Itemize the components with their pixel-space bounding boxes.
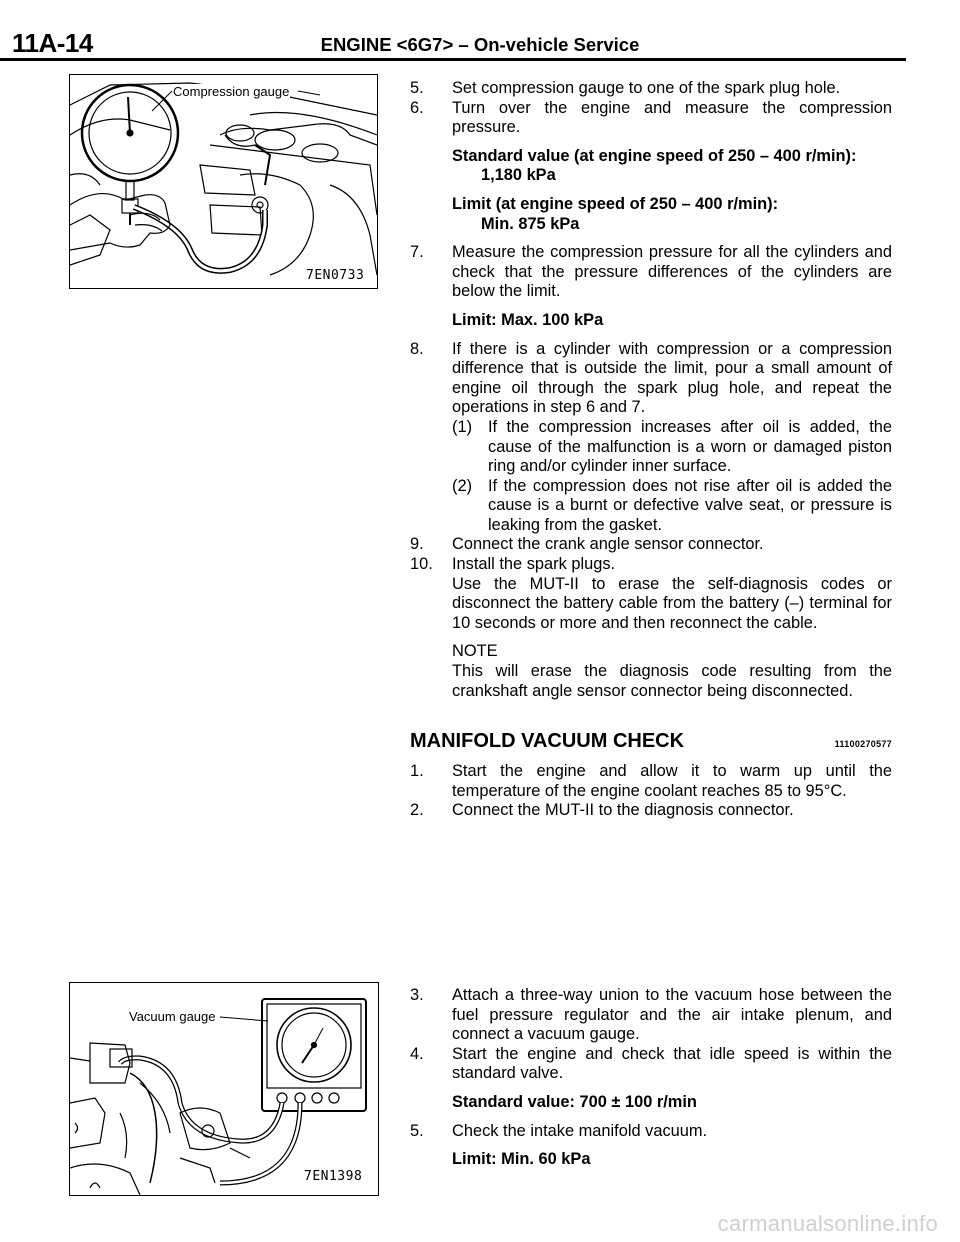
- page-header: [0, 0, 960, 70]
- header-rule: [0, 58, 906, 61]
- list-item: 7. Measure the compression pressure for all the cylinders and check that the pressure differences of the cylinders are below the limit.: [410, 243, 892, 301]
- vacuum-check-steps-b: [410, 986, 892, 1170]
- list-item: 5. Check the intake manifold vacuum.: [410, 1121, 708, 1140]
- watermark: carmanualsonline.info: [717, 1211, 938, 1236]
- note-label: NOTE: [452, 642, 498, 661]
- list-item: 2. Connect the MUT-II to the diagnosis connector.: [410, 801, 794, 820]
- compression-test-steps: [410, 79, 892, 701]
- step-detail: Use the MUT-II to erase the self-diagnosis codes or disconnect the battery cable from the battery (–) terminal for 10 seconds or more and then reconnect the cable.: [452, 574, 892, 632]
- limit-value: Limit: Min. 60 kPa: [452, 1150, 591, 1169]
- standard-value: Standard value (at engine speed of 250 – 400 r/min): 1,180 kPa: [452, 146, 857, 185]
- list-item: 5. Set compression gauge to one of the spark plug hole.: [410, 79, 841, 97]
- vacuum-check-steps-a: [410, 762, 892, 821]
- list-item: 1. Start the engine and allow it to warm up until the temperature of the engine coolant reaches 85 to 95°C.: [410, 762, 892, 800]
- limit-value: Limit: Max. 100 kPa: [452, 310, 604, 329]
- page-number: 11A-14: [12, 28, 93, 58]
- list-item: 9. Connect the crank angle sensor connector.: [410, 535, 764, 554]
- list-item: 3. Attach a three-way union to the vacuum hose between the fuel pressure regulator and the air intake plenum, and connect a vacuum gauge.: [410, 986, 892, 1044]
- vacuum-gauge-figure: [69, 982, 379, 1196]
- figure-code: 7EN0733: [306, 268, 365, 283]
- compression-gauge-callout: Compression gauge: [173, 84, 290, 99]
- limit-value: Limit (at engine speed of 250 – 400 r/min): Min. 875 kPa: [452, 194, 779, 233]
- vacuum-gauge-illustration: [70, 983, 378, 1195]
- standard-value: Standard value: 700 ± 100 r/min: [452, 1092, 697, 1111]
- section-code: 11100270577: [834, 739, 892, 749]
- list-item: 6. Turn over the engine and measure the compression pressure.: [410, 98, 892, 137]
- figure-code: 7EN1398: [304, 1169, 363, 1184]
- section-heading: MANIFOLD VACUUM CHECK 11100270577: [410, 730, 892, 752]
- list-item: 8. If there is a cylinder with compression or a compression difference that is outside the limit, pour a small amount of engine oil through the spark plug hole, and repeat the operations in step 6 and 7.: [410, 339, 892, 417]
- compression-gauge-illustration: [70, 75, 377, 288]
- compression-gauge-figure: [69, 74, 378, 289]
- note-text: This will erase the diagnosis code resulting from the crankshaft angle sensor connector being disconnected.: [452, 662, 892, 700]
- vacuum-gauge-callout: Vacuum gauge: [129, 1009, 216, 1024]
- sub-item: (2) If the compression does not rise after oil is added the cause is a burnt or defective valve seat, or pressure is leaking from the gasket.: [452, 476, 892, 534]
- sub-item: (1) If the compression increases after oil is added, the cause of the malfunction is a worn or damaged piston ring and/or cylinder inner surface.: [452, 417, 892, 476]
- header-title: ENGINE <6G7> – On-vehicle Service: [320, 34, 640, 55]
- list-item: 10. Install the spark plugs.: [410, 555, 616, 574]
- list-item: 4. Start the engine and check that idle speed is within the standard valve.: [410, 1044, 892, 1083]
